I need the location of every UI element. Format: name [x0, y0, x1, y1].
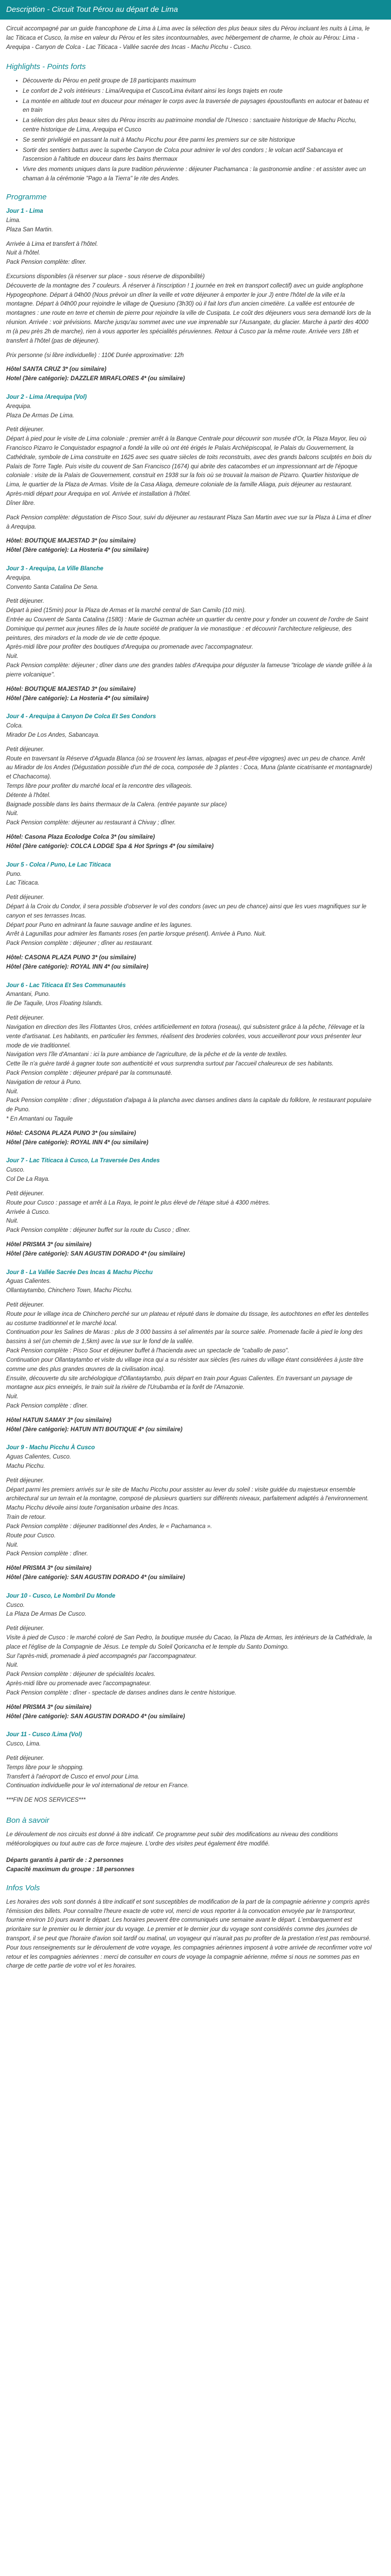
day-line: Prix personne (si libre individuelle) : 110€ Durée approximative: 12h	[6, 352, 184, 359]
day-line: Sur l'après-midi, promenade à pied accompagnés par l'accompagnateur.	[6, 1653, 197, 1659]
day-title: Jour 7 - Lac Titicaca à Cusco, La Traversée Des Andes	[6, 1158, 160, 1164]
day-line: Temps libre pour profiter du marché local et la rencontre des villageois.	[6, 783, 192, 789]
day-line: Ensuite, découverte du site archéologique d'Ollantaytambo, puis départ en train pour Aguas Calientes. En traversant un paysage de montagne aux pics enneigés, le train suit la rivière de l'Urubamba et la forêt de l'Amazonie.	[6, 1375, 353, 1391]
day-line: Continuation pour les Salines de Maras : plus de 3 000 bassins à sel alimentés par la source salée. Promenade facile à pied le long des bassins à sel (un chemin de 1,5km) avec la vue sur le fond de la vallée.	[6, 1329, 363, 1345]
day-paragraph	[6, 1453, 372, 1471]
day-line: Nuit à l'hôtel.	[6, 250, 41, 257]
day-line: * En Amantani ou Taquile	[6, 1116, 73, 1122]
day-line: Pack Pension complète : déjeuner de spécialités locales.	[6, 1671, 156, 1678]
day-block	[6, 861, 372, 972]
day-paragraph	[6, 990, 372, 1009]
day-title: Jour 9 - Machu Picchu À Cusco	[6, 1445, 95, 1451]
day-paragraph	[6, 402, 372, 421]
day-line: Après-midi libre ou promenade avec l'accompagnateur.	[6, 1681, 152, 1687]
day-line: Machu Picchu dévoile ainsi toute l'organisation urbaine des Incas.	[6, 1505, 180, 1512]
day-line: Petit déjeuner.	[6, 746, 44, 753]
day-line: Navigation vers l'île d'Amantani : ici la pure ambiance de l'agriculture, de la pêche et de la vente de textiles.	[6, 1052, 288, 1058]
day-paragraph	[6, 870, 372, 889]
hotel-line: Hôtel (3ère catégorie): La Hosteria 4* (ou similaire)	[6, 547, 149, 554]
hotel-line: Hôtel: BOUTIQUE MAJESTAD 3* (ou similaire)	[6, 686, 136, 692]
day-paragraph	[6, 1624, 372, 1698]
day-title: Jour 2 - Lima /Arequipa (Vol)	[6, 394, 87, 400]
day-line: Temps libre pour le shopping.	[6, 1764, 84, 1771]
hotel-line: Hotel (3ère catégorie): DAZZLER MIRAFLORES 4* (ou similaire)	[6, 376, 185, 382]
day-line: Arequipa.	[6, 403, 32, 410]
programme-days	[6, 207, 372, 1805]
day-line: Aguas Calientes.	[6, 1278, 51, 1285]
day-title: Jour 11 - Cusco /Lima (Vol)	[6, 1732, 82, 1738]
day-line: Plaza De Armas De Lima.	[6, 412, 74, 419]
hotel-line: Hôtel PRISMA 3* (ou similaire)	[6, 1704, 92, 1710]
day-line: Nuit.	[6, 1088, 19, 1095]
day-title: Jour 8 - La Vallée Sacrée Des Incas & Machu Picchu	[6, 1269, 153, 1276]
content	[0, 25, 379, 1994]
day-line: Petit déjeuner.	[6, 427, 44, 433]
hotel-line: Hôtel: BOUTIQUE MAJESTAD 3* (ou similaire)	[6, 538, 136, 545]
day-line: Cusco.	[6, 1602, 25, 1608]
infos-vols-text: Les horaires des vols sont donnés à titre indicatif et sont susceptibles de modification de la part de la compagnie aérienne y compris après l'émission des billets. Pour connaître l'heure exacte de votre vol, merci de vous reporter à la convocation envoyée par le transporteur, fournie environ 10 jours avant le départ. Les horaires peuvent être communiqués une semaine avant le départ. L'embarquement est prioritaire sur le premier ou le dernier jour du voyage. Le premier et le dernier jour du voyage sont considérés comme des journées de transport, il se peut que l'horaire d'avion soit tardif ou matinal, un voyageur qui n'aurait pas pu profiter de la prestation n'est pas remboursé. Pour tous renseignements sur le déroulement de votre voyage, les compagnies aériennes imposent à votre arrivée de reconfirmer votre vol retour et les compagnies aériennes : merci de consulter en cours de voyage la compagnie aérienne, même si nous ne sommes pas en charge de cette partie de votre vol et les horaires.	[6, 1899, 372, 1970]
highlight-item: • Se sentir privilégié en passant la nuit à Machu Picchu pour être parmi les premiers sur ce site historique	[23, 136, 372, 145]
day-line: Petit déjeuner.	[6, 1755, 44, 1761]
day-block	[6, 207, 372, 384]
day-line: Route en traversant la Réserve d'Aguada Blanca (où se trouvent les lamas, alpagas et peut-être vigognes) avec un peu de chance. Arrêt au Mirador de los Andes (Dégustation possible d'un thé de coca, composée de 3 plantes : Coca, Muna (plante cicatrisante et montagnarde) et Chachacoma).	[6, 755, 372, 781]
day-paragraph	[6, 216, 372, 235]
day-line: Pack Pension complète : déjeuner buffet sur la route du Cusco ; dîner.	[6, 1227, 191, 1234]
day-paragraph	[6, 1796, 372, 1805]
day-line: Arrêt à Lagunillas pour admirer les flamants roses (en partie lorsque présent). Arrivée à Puno. Nuit.	[6, 931, 266, 938]
day-paragraph	[6, 273, 372, 346]
day-line: Plaza San Martin.	[6, 226, 53, 233]
day-paragraph	[6, 1277, 372, 1296]
day-line: Cusco.	[6, 1167, 25, 1174]
day-line: Excursions disponibles (à réserver sur place - sous réserve de disponibilité)	[6, 274, 205, 280]
day-line: Cette île n'a guère tardé à gagner toute son authenticité et vous surprendra surtout par l'accueil chaleureux de ses habitants.	[6, 1061, 334, 1067]
day-line: Col De La Raya.	[6, 1176, 50, 1183]
highlight-item: • La montée en altitude tout en douceur pour ménager le corps avec la traversée de paysages époustouflants en autocar et bateau et en train	[23, 97, 372, 116]
day-paragraph	[6, 1301, 372, 1411]
day-line: Lac Titicaca.	[6, 880, 40, 887]
day-line: Pack Pension complète : dîner.	[6, 1551, 88, 1557]
day-title: Jour 5 - Colca / Puno, Le Lac Titicaca	[6, 861, 111, 868]
day-block	[6, 1731, 372, 1805]
hotel-line: Hôtel (3ère catégorie): SAN AGUSTIN DORADO 4* (ou similaire)	[6, 1574, 185, 1581]
day-line: Départ pour Puno en admirant la faune sauvage andine et les lagunes.	[6, 922, 192, 928]
day-title: Jour 6 - Lac Titicaca Et Ses Communautés	[6, 982, 126, 989]
hotel-line: Hôtel (3ère catégorie): COLCA LODGE Spa & Hot Springs 4* (ou similaire)	[6, 843, 214, 850]
hotel-line: Hôtel (3ère catégorie): SAN AGUSTIN DORADO 4* (ou similaire)	[6, 1250, 185, 1257]
day-line: Petit déjeuner.	[6, 1625, 44, 1632]
day-line: Arequipa.	[6, 574, 32, 581]
hotel-line: Hôtel PRISMA 3* (ou similaire)	[6, 1241, 92, 1248]
day-paragraph	[6, 1601, 372, 1620]
hotel-line: Hôtel (3ère catégorie): SAN AGUSTIN DORADO 4* (ou similaire)	[6, 1713, 185, 1720]
bon-a-savoir-text: Le déroulement de nos circuits est donné à titre indicatif. Ce programme peut subir des modifications au niveau des conditions météorologiques ou tout autre cas de force majeure. L'ordre des visites peut également être modifié.	[6, 1832, 338, 1848]
day-line: Petit déjeuner.	[6, 1190, 44, 1197]
day-line: Nuit.	[6, 1218, 19, 1225]
day-paragraph	[6, 574, 372, 592]
day-line: Nuit.	[6, 1541, 19, 1548]
day-line: Petit déjeuner.	[6, 598, 44, 605]
day-line: Colca.	[6, 723, 23, 730]
day-line: Route pour le village inca de Chinchero perché sur un plateau et réputé dans le domaine du tissage, les autochtones en effet les dentelles au costume traditionnel et le marché local.	[6, 1311, 369, 1327]
day-paragraph	[6, 597, 372, 680]
day-line: Dîner libre.	[6, 500, 36, 506]
day-line: Machu Picchu.	[6, 1463, 45, 1469]
day-line: ***FIN DE NOS SERVICES***	[6, 1797, 86, 1804]
day-line: Pack Pension complète : dîner.	[6, 1402, 88, 1409]
day-line: Après-midi libre pour profiter des boutiques d'Arequipa ou promenade avec l'accompagnateur.	[6, 644, 253, 651]
capacite-line: Capacité maximum du groupe : 18 personnes	[6, 1866, 135, 1873]
highlight-item: • Vivre des moments uniques dans la pure tradition péruvienne : déjeuner Pachamanca : la gastronomie andine : et assister avec un chaman à la cérémonie "Pago a la Tierra" le rite des Andes.	[23, 165, 372, 184]
day-line: Découverte de la montagne des 7 couleurs. À réserver à l'inscription ! 1 journée en trek en transport collectif) avec un guide anglophone Hypogeophone. Départ à 04h00 (Nous prévoir un dîner la veille et votre déjeuner à emporter le jour J) entre l'hôtel de la ville et la montagne. Départ à 04h00 pour rejoindre le village de Quesiuno (3h30) où il fait lors d'un ancien cimetière. La vallée est entourée de montagnes : une route en terre et chemin de pierre pour rejoindre la ville de Cusipata. Le coût des déjeuners vous sera demandé lors de la réunion. Arrivée : voir prévisions. Marche jusqu'au sommet avec une vue imprenable sur l'Ausangate, du glacier. Marche à partir des 4000 m (à peu près 2h de marche), rien à vous apporter les spécialités péruviennes. Retour à Cusco par la même route. Arrivée vers 18h et transfert à l'hôtel (pas de déjeuner).	[6, 282, 371, 344]
day-line: Après-midi départ pour Arequipa en vol. Arrivée et installation à l'hôtel.	[6, 491, 191, 498]
day-line: Pack Pension complète : dîner ; dégustation d'alpaga à la plancha avec danses andines dans la capitale du folklore, le restaurant populaire de Puno.	[6, 1097, 371, 1113]
day-line: Pack Pension complète : Pisco Sour et déjeuner buffet à l'hacienda avec un spectacle de "caballo de paso".	[6, 1348, 289, 1354]
day-line: Départ à pied pour le visite de Lima coloniale : premier arrêt à la Banque Centrale pour découvrir son musée d'Or, la Plaza Mayor, lieu où Francisco Pizarro le Conquistador espagnol a fondé la ville où ont été érigés le Palais Archiépiscopal, le Palais du Gouvernement, la Cathédrale, symbole de Lima construite en 1625 avec ses quatre siècles de toits reconstruits, avec des grands balcons sculptés en bois du Palais de Torre Tagle. Puis visite du couvent de San Francisco (1674) qui abrite des catacombes et un impressionnant art de l'époque coloniale : visite de la Palais de Gouvernement, construit en 1938 sur la fois où se trouvait la maison de Pizarro. Quartier historique de Lima, le quartier de la Plaza de Armas. Visite de la Casa Aliaga, demeure coloniale de la famille Aliaga, puis déjeuner au restaurant.	[6, 436, 372, 488]
hotel-line: Hôtel: CASONA PLAZA PUNO 3* (ou similaire)	[6, 1130, 136, 1137]
day-line: Pack Pension complète : dîner - spectacle de danses andines dans le centre historique.	[6, 1689, 237, 1696]
day-line: Amantani, Puno.	[6, 991, 51, 998]
day-line: Entrée au Couvent de Santa Catalina (1580) : Marie de Guzman achète un quartier du centre pour y fonder un couvent de l'ordre de Saint Dominique qui permet aux jeunes filles de la haute société de pratiquer la vie monastique : et découvrir l'architecture religieuse, des peintures, des miradors et la mode de vie de cette époque.	[6, 617, 368, 641]
day-line: Pack Pension complète : déjeuner ; dîner au restaurant.	[6, 940, 153, 947]
day-line: Continuation individuelle pour le vol international de retour en France.	[6, 1783, 189, 1789]
day-line: La Plaza De Armas De Cusco.	[6, 1611, 87, 1618]
day-block	[6, 565, 372, 703]
highlight-item: • La sélection des plus beaux sites du Pérou inscrits au patrimoine mondial de l'Unesco : sanctuaire historique de Machu Picchu, centre historique de Lima, Arequipa et Cusco	[23, 116, 372, 135]
hotel-line: Hôtel: Casona Plaza Ecolodge Colca 3* (ou similaire)	[6, 834, 155, 841]
day-paragraph	[6, 351, 372, 361]
day-paragraph	[6, 1014, 372, 1124]
day-block	[6, 1592, 372, 1722]
bon-a-savoir-heading: Bon à savoir	[6, 1816, 50, 1825]
day-line: Ollantaytambo, Chinchero Town, Machu Picchu.	[6, 1287, 133, 1294]
programme-heading: Programme	[6, 192, 47, 201]
day-line: Continuation pour Ollantaytambo et visite du village inca qui a su résister aux siècles (les ruines du village étant considérées à juste titre comme une des plus grandes œuvres de la civilisation inca).	[6, 1357, 364, 1372]
day-line: Petit déjeuner.	[6, 894, 44, 901]
highlight-item: • Le confort de 2 vols intérieurs : Lima/Arequipa et Cusco/Lima évitant ainsi les longs trajets en route	[23, 87, 372, 96]
day-line: Détente à l'hôtel.	[6, 792, 51, 799]
intro-text: Circuit accompagné par un guide francophone de Lima à Lima avec la sélection des plus beaux sites du Pérou incluant les nuits à Lima, le lac Titicaca et Cusco, la mise en valeur du Pérou et les sites incontournables, avec hébergement de charme, le choix au Pérou: Lima - Arequipa - Canyon de Colca - Lac Titicaca - Vallée sacrée des Incas - Machu Picchu - Cusco.	[6, 26, 370, 50]
hotel-line: Hôtel: CASONA PLAZA PUNO 3* (ou similaire)	[6, 955, 136, 961]
hotel-line: Hôtel PRISMA 3* (ou similaire)	[6, 1565, 92, 1572]
day-line: Petit déjeuner.	[6, 1015, 44, 1022]
day-line: Route pour Cusco : passage et arrêt à La Raya, le point le plus élevé de l'étape situé à 4300 mètres.	[6, 1199, 270, 1206]
day-title: Jour 1 - Lima	[6, 208, 43, 215]
day-title: Jour 4 - Arequipa à Canyon De Colca Et Ses Condors	[6, 714, 156, 720]
day-line: Aguas Calientes, Cusco.	[6, 1454, 71, 1461]
day-line: Puno.	[6, 871, 22, 877]
hotel-line: Hôtel (3ère catégorie): ROYAL INN 4* (ou similaire)	[6, 1139, 149, 1146]
day-line: Pack Pension complète : déjeuner préparé par la communauté.	[6, 1070, 173, 1076]
day-block	[6, 393, 372, 555]
highlights-heading: Highlights - Points forts	[6, 62, 86, 71]
day-line: Baignade possible dans les bains thermaux de la Calera. (entrée payante sur place)	[6, 801, 227, 808]
day-line: Nuit.	[6, 1394, 19, 1400]
day-line: Route pour Cusco.	[6, 1532, 56, 1539]
day-paragraph	[6, 722, 372, 740]
day-line: Ile De Taquile, Uros Floating Islands.	[6, 1001, 103, 1007]
day-line: Nuit.	[6, 1662, 19, 1669]
day-paragraph	[6, 1477, 372, 1559]
hotel-line: Hôtel (3ère catégorie): La Hosteria 4* (ou similaire)	[6, 695, 149, 702]
day-paragraph	[6, 745, 372, 828]
day-block	[6, 1268, 372, 1435]
day-line: Départ parmi les premiers arrivés sur le site de Machu Picchu pour assister au lever du soleil : visite guidée du majestueux ensemble architectural sur un terrain et la montagne, composé de plusieurs quartiers sur différents niveaux, parfaitement adaptés à l'environnement.	[6, 1486, 369, 1502]
day-line: Nuit.	[6, 653, 19, 660]
day-line: Petit déjeuner.	[6, 1477, 44, 1484]
day-line: Pack Pension complète: déjeuner ; dîner dans une des grandes tables d'Arequipa pour déguster la fameuse "tricolage de viande grillée à la pierre volcanique".	[6, 663, 372, 678]
hotel-line: Hôtel SANTA CRUZ 3* (ou similaire)	[6, 366, 107, 373]
day-line: Train de retour.	[6, 1514, 46, 1521]
hotel-line: Hôtel (3ère catégorie): HATUN INTI BOUTIQUE 4* (ou similaire)	[6, 1426, 183, 1433]
day-line: Convento Santa Catalina De Sena.	[6, 584, 99, 590]
day-paragraph	[6, 426, 372, 508]
hotel-line: Hôtel HATUN SAMAY 3* (ou similaire)	[6, 1417, 111, 1423]
day-paragraph	[6, 1166, 372, 1184]
day-line: Cusco, Lima.	[6, 1741, 41, 1748]
day-block	[6, 981, 372, 1148]
day-line: Navigation en direction des îles Flottantes Uros, créées artificiellement en totora (roseau), qui subsistent grâce à la pêche, l'élevage et la vente d'artisanat. Les habitants, en particulier les femmes, réalisent des broderies colorées, vous accueilleront pour vous présenter leur mode de vie traditionnel.	[6, 1024, 365, 1049]
day-line: Départ à la Croix du Condor, il sera possible d'observer le vol des condors (avec un peu de chance) ainsi que les vues magnifiques sur le canyon et ses terrasses Incas.	[6, 903, 367, 919]
day-block	[6, 1444, 372, 1582]
highlight-item: • Découverte du Pérou en petit groupe de 18 participants maximum	[23, 77, 372, 86]
day-line: Pack Pension complète: dîner.	[6, 259, 87, 266]
highlight-item: • Sortir des sentiers battus avec la superbe Canyon de Colca pour admirer le vol des condors ; le volcan actif Sabancaya et l'ascension à l'altitude en douceur dans les bains thermaux	[23, 146, 372, 165]
day-line: Petit déjeuner.	[6, 1302, 44, 1308]
day-paragraph	[6, 1740, 372, 1749]
day-paragraph	[6, 893, 372, 948]
day-paragraph	[6, 514, 372, 532]
day-line: Arrivée à Cusco.	[6, 1209, 51, 1215]
day-block	[6, 1157, 372, 1259]
day-line: Pack Pension complète : déjeuner traditionnel des Andes, le « Pachamanca ».	[6, 1523, 213, 1530]
day-line: Arrivée à Lima et transfert à l'hôtel.	[6, 241, 98, 247]
day-line: Pack Pension complète: dégustation de Pisco Sour, suivi du déjeuner au restaurant Plaza San Martin avec vue sur la Plaza à Lima et dîner à Arequipa.	[6, 514, 371, 530]
day-line: Pack Pension complète: déjeuner au restaurant à Chivay ; dîner.	[6, 820, 176, 826]
day-title: Jour 3 - Arequipa, La Ville Blanche	[6, 565, 104, 572]
highlights-list	[6, 77, 372, 184]
day-line: Départ à pied (15min) pour la Plaza de Armas et la marché central de San Camilo (10 min).	[6, 607, 246, 614]
day-line: Visite à pied de Cusco : le marché coloré de San Pedro, la boutique musée du Cacao, la Plaza de Armas, les intérieurs de la Cathédrale, la place et l'église de la Compagnie de Jésus. Le temple du Soleil Qoricancha et le temple du Santo Domingo.	[6, 1635, 372, 1650]
day-line: Mirador De Los Andes, Sabancaya.	[6, 732, 100, 738]
day-line: Nuit.	[6, 810, 19, 817]
day-paragraph	[6, 240, 372, 267]
page-banner: Description - Circuit Tout Pérou au départ de Lima	[0, 0, 391, 20]
day-line: Navigation de retour à Puno.	[6, 1079, 82, 1086]
day-line: Transfert à l'aéroport de Cusco et envol pour Lima.	[6, 1773, 140, 1780]
day-block	[6, 713, 372, 851]
day-title: Jour 10 - Cusco, Le Nombril Du Monde	[6, 1592, 116, 1599]
day-paragraph	[6, 1754, 372, 1791]
departs-line: Départs garantis à partir de : 2 personnes	[6, 1857, 124, 1863]
day-paragraph	[6, 1190, 372, 1235]
day-line: Lima.	[6, 217, 21, 224]
hotel-line: Hôtel (3ère catégorie): ROYAL INN 4* (ou similaire)	[6, 963, 149, 970]
infos-vols-heading: Infos Vols	[6, 1883, 40, 1892]
